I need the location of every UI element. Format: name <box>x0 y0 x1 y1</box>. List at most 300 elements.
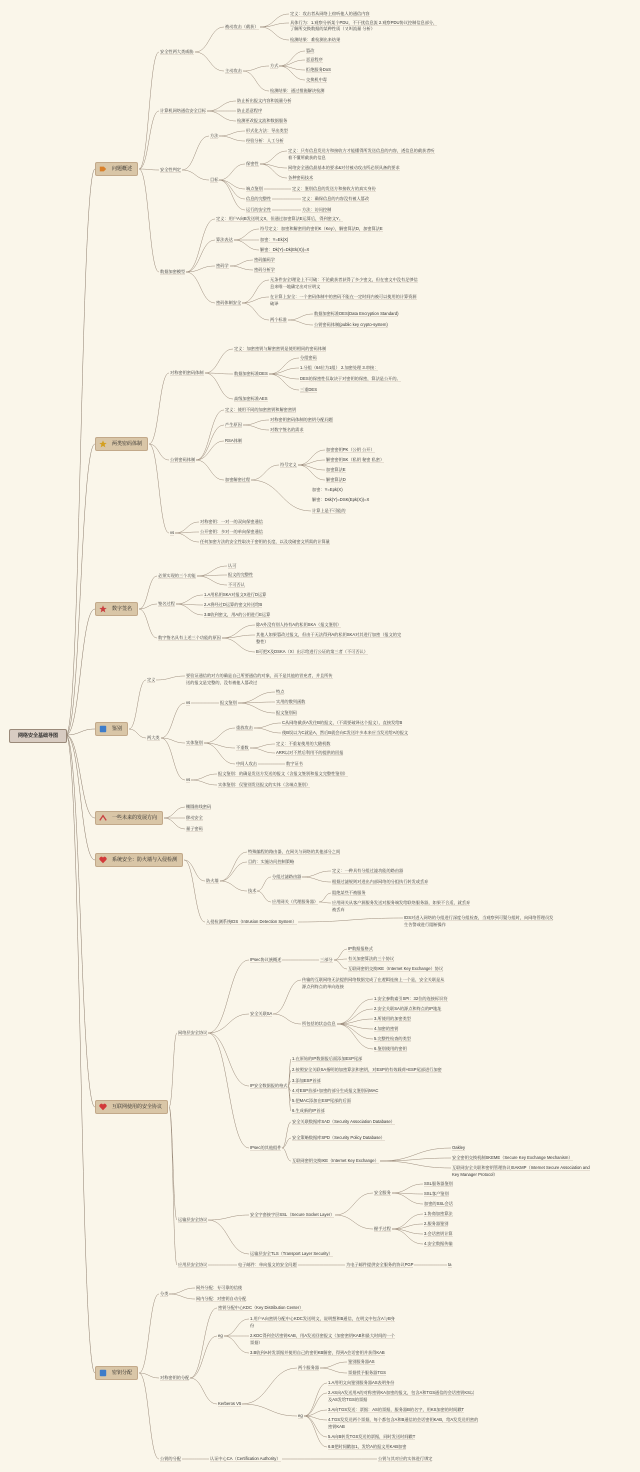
node-c7-t12[interactable]: 运输层安全TLS（Transport Layer Security） <box>250 1251 333 1256</box>
connector <box>66 735 95 1373</box>
category-c7[interactable] <box>95 1100 168 1114</box>
node-c7-c[interactable]: 三部分 <box>320 957 333 962</box>
node-c6-i[interactable]: 阻绝某些不被服务 <box>332 890 366 895</box>
node-c1-m11[interactable]: 密码体制安全 <box>216 300 242 305</box>
node-c7-h2[interactable]: 源点到终点的单向连接 <box>302 984 344 989</box>
connector <box>288 1086 291 1111</box>
arrows-icon <box>99 814 107 822</box>
node-c8-p[interactable]: 2.AS向A发送用A的对称密钥KA加密的报文，包含A和TGS通信的会话密钥KS以 <box>328 1390 475 1395</box>
connector <box>208 1033 249 1148</box>
node-c1-m16[interactable]: 两个标准 <box>270 317 287 322</box>
node-c2-c[interactable]: 数据加密标准DES <box>234 371 268 376</box>
node-c1-z5[interactable]: 方法：访问控制 <box>302 207 332 212</box>
category-c2[interactable] <box>95 437 148 451</box>
node-c7-o[interactable]: 6.鉴别使用的密钥 <box>374 1046 407 1051</box>
node-c7-u4[interactable]: ta <box>448 1262 452 1267</box>
node-c7-u1[interactable]: 应用层安全协议 <box>178 1262 208 1267</box>
node-c2-t[interactable]: 解密算法D <box>326 477 346 482</box>
node-c4-n[interactable]: 定义：不重复使用的大随机数 <box>276 741 331 746</box>
node-c6-d[interactable]: 技术 <box>248 888 257 893</box>
node-c1-i[interactable]: 恶意程序 <box>306 57 323 62</box>
connector <box>191 774 217 780</box>
node-c5-a[interactable]: 椭圆曲线密码 <box>186 804 212 809</box>
node-c1-m4[interactable]: 算法表达 <box>216 237 233 242</box>
connector <box>320 1368 347 1373</box>
node-c4-g[interactable]: 实用的散列函数 <box>276 699 306 704</box>
node-c1-m18[interactable]: 公钥密码体制(public key crypto-system) <box>314 322 388 327</box>
node-c7-t3[interactable]: 安全服务 <box>374 1190 391 1195</box>
node-c4-j[interactable]: 重放攻击 <box>236 725 253 730</box>
node-c7-g[interactable]: 安全关联SA <box>250 1011 273 1016</box>
node-c1-a[interactable]: 安全性两大类威胁 <box>160 49 194 54</box>
connector <box>282 1148 291 1161</box>
node-c2-m[interactable]: 对数字签名的需求 <box>270 427 304 432</box>
node-c7-y[interactable]: 安全策略数据库SPD（Security Policy Database） <box>292 1135 385 1140</box>
connector <box>139 111 159 169</box>
node-c8-e[interactable]: 密钥分配中心KDC（Key Distribution Center） <box>218 1305 304 1310</box>
node-c4-f[interactable]: 特点 <box>276 689 285 694</box>
node-c3-j[interactable]: 除A外没有别人持有A的私钥SKA（报文鉴别） <box>256 622 342 627</box>
node-c3-c[interactable]: 报文的完整性 <box>228 572 254 577</box>
node-c1-l[interactable]: 检测结果：通过措施解决检测 <box>270 88 325 93</box>
node-c1-k[interactable]: 交换机中毒 <box>306 77 327 82</box>
node-c8-k[interactable]: 两个服务器 <box>298 1365 319 1370</box>
node-c2-vs[interactable]: vs <box>170 530 175 535</box>
node-c1-h[interactable]: 篡改 <box>306 48 315 53</box>
node-c1-m15[interactable]: 破译 <box>270 301 279 306</box>
node-c3-h[interactable]: 3.B收到密文，用A的公钥进行E运算 <box>204 612 271 617</box>
node-c6-b[interactable]: 特殊编程的路由器，在网关与网络的其他部分之间 <box>248 849 341 854</box>
node-c1-w2[interactable]: 着不懂所截获的信息 <box>288 155 326 160</box>
node-c6-n[interactable]: 生告警或进行阻断操作 <box>404 922 446 927</box>
connector <box>139 1373 159 1459</box>
connector <box>196 425 224 460</box>
node-c6-k[interactable]: 被丢弃 <box>332 907 345 912</box>
node-c2-f[interactable]: DES的保密性仅取决于对密钥的保密，算法是公开的。 <box>300 376 401 381</box>
connector <box>169 1033 177 1107</box>
node-c1-m2[interactable]: 数据加密模型 <box>160 269 186 274</box>
node-c4-b2[interactable]: 送的报文是完整的，没有被他人篡改过 <box>186 680 258 685</box>
category-c8[interactable] <box>95 1366 138 1380</box>
node-c2-e[interactable]: 1.分组（64位为1组） 2.加密处理 3.串接： <box>300 365 379 370</box>
connector <box>169 1107 177 1265</box>
node-c8-t[interactable]: 6.B把时间戳加1，发给A的报文用KAB加密 <box>328 1444 407 1449</box>
connector <box>279 60 305 66</box>
node-c2-i[interactable]: 公钥密码体制 <box>170 457 196 462</box>
node-c8-p2[interactable]: 及AS发给TGS的票据 <box>328 1397 368 1402</box>
connector <box>139 604 157 609</box>
node-c2-j[interactable]: 定义：使用不同的加密密钥和解密密钥 <box>225 407 297 412</box>
category-label: 两类密码体制 <box>112 441 143 447</box>
node-c8-j[interactable]: Kerberos V5 <box>218 1401 242 1406</box>
node-c7-z2[interactable]: 安全密钥交换机制SKEME（Secure Key Exchange Mechanism） <box>452 1155 573 1160</box>
node-c2-u[interactable]: 加密：Y=Epk(X) <box>312 487 343 492</box>
node-c1-w[interactable]: 定义：只有信息发送方和接收方才能懂得所发送信息的内容，透信息的截获者听 <box>288 148 435 153</box>
connector <box>219 164 245 180</box>
node-c8-n[interactable]: eg <box>298 1413 303 1418</box>
node-c6-f[interactable]: 定义：一种具有分组过滤功能的路由器 <box>332 868 404 873</box>
node-c2-v[interactable]: 解密：Dsk(Y)=DSK(Epk(X))=X <box>312 497 370 502</box>
connector <box>380 1148 451 1161</box>
node-c1-m6[interactable]: 加密：Y=Ek(X) <box>260 237 289 242</box>
node-c2-r[interactable]: 解密密钥SK（私钥 秘密 私密） <box>326 457 385 462</box>
connector <box>335 1215 373 1229</box>
node-c3-k[interactable]: 其他人如果篡改过报文，但由于无法得到A的私钥SKA对其进行加密（报文的完 <box>256 632 402 637</box>
node-c1-t[interactable]: 经验分析：人工分析 <box>246 138 284 143</box>
node-c8-d[interactable]: 对称密钥的分配 <box>160 1375 190 1380</box>
node-c2-g[interactable]: 三重DES <box>300 387 317 392</box>
connector <box>319 893 331 902</box>
node-c7-t8[interactable]: 1.协商加密算法 <box>424 1211 453 1216</box>
tag-icon <box>99 165 107 173</box>
connector <box>190 1308 217 1378</box>
node-c1-m[interactable]: 计算机网络通信安全目标 <box>160 108 207 113</box>
node-c8-a[interactable]: 分类 <box>160 1291 169 1296</box>
node-c1-m14[interactable]: 在计算上安全：一个密码体制中的密码不能在一定时间内被可以使用的计算资源 <box>270 294 417 299</box>
node-c3-k2[interactable]: 整性） <box>256 639 269 644</box>
connector <box>302 877 331 882</box>
connector <box>243 71 269 91</box>
node-c7-t10[interactable]: 3.会话密钥计算 <box>424 1231 453 1236</box>
node-c4-h[interactable]: 报文鉴别码 <box>276 710 297 715</box>
node-c6-j[interactable]: 应用网关从客户源服务发送对服务端发给联络服务器，如果不合适，就丢弃 <box>332 900 471 905</box>
node-c8-i[interactable]: 3.B收到A转发票据并使用自己的密钥KB解密，得到A会话密钥并获得KAB <box>250 1350 385 1355</box>
connector <box>66 729 95 735</box>
node-c7-p[interactable]: IP安全数据报的格式 <box>250 1083 288 1088</box>
connector <box>186 219 215 272</box>
connector <box>139 609 157 638</box>
node-c8-g[interactable]: 1.用户A向密钥分配中心KDC发送明文，说明想和B通信，在明文中包含A与B身 <box>250 1316 395 1321</box>
connector <box>129 680 146 729</box>
node-c1-n[interactable]: 防止析出报文内容和流量分析 <box>237 98 292 103</box>
node-c7-x[interactable]: 安全关联数据库SAD（Security Association Database） <box>292 1119 395 1124</box>
node-c7-i[interactable]: 所包括的状态信息 <box>302 1021 336 1026</box>
connector <box>220 852 247 881</box>
node-c1-j[interactable]: 拒绝服务DoS <box>306 67 331 72</box>
connector <box>250 748 275 753</box>
node-c7-j[interactable]: 1.安全参数索引SPI：32位的连接标识符 <box>374 996 448 1001</box>
node-c4-t[interactable]: 实体鉴别：仅鉴别发送报文的实体（含端点鉴别） <box>218 782 311 787</box>
connector <box>242 303 269 320</box>
connector <box>204 743 235 764</box>
node-c7-h[interactable]: 传输的互联网络无法提供网络数据完成了在逻辑连接上一个是，安全关联是从 <box>302 977 445 982</box>
connector <box>139 169 159 170</box>
node-c2-l[interactable]: 对称密钥密码体制的密钥分配问题 <box>270 417 333 422</box>
node-c8-b[interactable]: 网外分配：专可靠的信使 <box>196 1285 243 1290</box>
connector <box>208 960 249 1033</box>
node-c1-m9[interactable]: 密码编码学 <box>254 257 275 262</box>
node-c7-m[interactable]: 4.加密的密钥 <box>374 1026 399 1031</box>
connector <box>129 729 146 738</box>
connector <box>164 807 185 818</box>
node-c7-l[interactable]: 3.所使用的加密类型 <box>374 1016 411 1021</box>
node-c4-k[interactable]: C从网络截获A发往B的报文，（不需要破译这个报文），直接发给B <box>282 720 403 725</box>
connector <box>139 169 159 272</box>
category-label: 问题概述 <box>112 166 133 172</box>
connector <box>335 1193 373 1215</box>
node-c8-o[interactable]: 1.A用明文向鉴别服务器AS表明身份 <box>328 1380 395 1385</box>
connector <box>66 444 95 735</box>
node-c1-z2[interactable]: 信息的完整性 <box>246 196 272 201</box>
node-c7-q[interactable]: 1.在原始的IP数据报后面添加ESP尾部 <box>292 1056 363 1061</box>
connector <box>208 1033 249 1086</box>
connector <box>196 441 224 460</box>
connector <box>184 860 205 922</box>
node-c3-b[interactable]: 认可 <box>228 563 237 568</box>
node-c1-u[interactable]: 目标 <box>210 177 219 182</box>
node-c7-s[interactable]: 3.添加ESP首部 <box>292 1078 321 1083</box>
node-c5-c[interactable]: 量子密码 <box>186 826 203 831</box>
node-c1-m12[interactable]: 无条件安全/理论上不可破：不论截获者获得了多少密文，但在密文中没有足够信 <box>270 277 418 282</box>
node-c8-c[interactable]: 网内分配：对密钥自动分配 <box>196 1296 247 1301</box>
node-c1-s[interactable]: 形式化方法：导出类型 <box>246 128 288 133</box>
category-c1[interactable] <box>95 162 138 176</box>
node-c1-o[interactable]: 防止恶意程序 <box>237 108 263 113</box>
node-c1-q[interactable]: 安全性判定 <box>160 167 181 172</box>
node-c1-z[interactable]: 端点鉴别 <box>246 186 263 191</box>
node-c7-a[interactable]: 网络层安全协议 <box>178 1030 208 1035</box>
node-c8-v[interactable]: 认证中心CA（Certification Authority） <box>210 1456 281 1461</box>
node-c1-v[interactable]: 保密性 <box>246 161 259 166</box>
node-c4-b[interactable]: 要验证通信的对方的确是自己所要通信的对象，而不是其他的冒充者，并且所传 <box>186 673 333 678</box>
node-c2-p[interactable]: 符号定义 <box>280 462 297 467</box>
node-c8-f[interactable]: eg <box>218 1333 223 1338</box>
node-c7-t1[interactable]: 运输层安全协议 <box>178 1217 208 1222</box>
node-c1-g[interactable]: 方式 <box>270 63 279 68</box>
node-c2-a[interactable]: 对称密钥密码体制 <box>170 370 204 375</box>
connector <box>337 1024 373 1049</box>
node-c8-s[interactable]: 5.A向B转发TGS发送的票据，同时发送时间戳T <box>328 1434 416 1439</box>
node-c1-m7[interactable]: 解密：Dk(Y)=Dk(Ek(X))=X <box>260 247 310 252</box>
node-c4-s[interactable]: 报文鉴别：的确是发送方发送的报文（含报文签别和报文完整性鉴别） <box>218 771 348 776</box>
node-c6-l[interactable]: 入侵检测系统IDS（Intrusion Detection System） <box>206 919 297 924</box>
category-label: 数字签名 <box>112 606 133 612</box>
node-c7-f[interactable]: 互联网密钥交换IKE（Internet Key Exchange）协议 <box>348 966 444 971</box>
node-c3-g[interactable]: 2.A将经过D运算的密文传送给B <box>204 602 263 607</box>
node-c7-t[interactable]: 4.对ESP首部+加密的部分生成报文鉴别码MAC <box>292 1088 379 1093</box>
node-c8-u[interactable]: 公钥的分配 <box>160 1456 181 1461</box>
node-c1-f[interactable]: 主动攻击 <box>225 68 242 73</box>
node-c7-w[interactable]: IPsec的其他组件 <box>250 1145 282 1150</box>
node-c1-r[interactable]: 方法 <box>210 133 219 138</box>
node-c7-d[interactable]: IP数据报格式 <box>348 946 373 951</box>
node-c7-z1[interactable]: Oakley <box>452 1145 466 1150</box>
connector <box>219 180 245 199</box>
connector <box>238 692 275 703</box>
connector <box>156 676 185 680</box>
node-c7-t7[interactable]: 握手过程 <box>374 1226 391 1231</box>
node-c7-t9[interactable]: 2.服务器鉴别 <box>424 1221 449 1226</box>
connector <box>242 1368 297 1404</box>
node-c2-h[interactable]: 高级加密标准AES <box>234 396 268 401</box>
node-c8-g2[interactable]: 份 <box>250 1323 255 1328</box>
connector <box>234 240 259 250</box>
node-c1-e[interactable]: 检测结果：难检测出来结果 <box>290 37 341 42</box>
connector <box>260 151 287 164</box>
node-c8-l[interactable]: 鉴别服务器AS <box>348 1359 375 1364</box>
node-c7-t2[interactable]: 安全字套接字层SSL（Secure Socket Layer） <box>250 1212 335 1217</box>
node-c8-m[interactable]: 票据授予服务器TGS <box>348 1370 386 1375</box>
node-c4-l[interactable]: 使B误以为C就是A，然后B就会向C发送许多本来应当发送给A的报文 <box>282 730 409 735</box>
connector <box>304 1383 327 1416</box>
connector <box>207 111 236 121</box>
node-c4-i[interactable]: 实体鉴别 <box>186 740 203 745</box>
connector <box>186 272 215 303</box>
connector <box>190 1378 217 1404</box>
node-c2-o[interactable]: 加密解密过程 <box>225 477 251 482</box>
category-label: 密钥分配 <box>112 1370 133 1376</box>
connector <box>304 1393 327 1416</box>
node-c4-m[interactable]: 不重数 <box>236 745 249 750</box>
category-label: 互联网使用的安全协议 <box>112 1104 163 1110</box>
category-label: 鉴别 <box>112 726 123 732</box>
node-c1-m3[interactable]: 定义：用户A向B发送明文X，但通过加密算法E运算后，得到密文Y。 <box>216 216 344 221</box>
node-c2-d[interactable]: 分组密码 <box>300 355 317 360</box>
node-c7-t4[interactable]: SSL服务器鉴别 <box>424 1181 453 1186</box>
node-c6-g[interactable]: 根据过滤规则对进出内部网络的分组执行转发或丢弃 <box>332 879 429 884</box>
node-c1-m10[interactable]: 密码分析学 <box>254 267 275 272</box>
node-c4-d[interactable]: vs <box>186 700 191 705</box>
node-c2-b[interactable]: 定义：加密密钥与解密密钥是使用相同的密码体制 <box>234 346 327 351</box>
category-c6[interactable] <box>95 853 183 867</box>
connector <box>380 1161 451 1168</box>
node-c1-y[interactable]: 各种密码技术 <box>288 175 314 180</box>
connector <box>149 444 169 533</box>
root-topic[interactable]: 网络安全基础导图 <box>9 729 67 743</box>
category-c3[interactable] <box>95 602 138 616</box>
node-c1-z4[interactable]: 运行的安全性 <box>246 207 272 212</box>
node-c8-q[interactable]: 3.A向TGS发送：票据：AS的票据，服务器B的名字，用KS加密的时间戳T <box>328 1407 465 1412</box>
node-c7-z[interactable]: 互联网密钥交换IKE（Internet Key Exchange） <box>292 1158 379 1163</box>
node-c8-h[interactable]: 2.KDC得到会话密钥KAB，用A发送回密报文（加密密钥KAB和最大时间的一个 <box>250 1333 395 1338</box>
node-c4-q[interactable]: 数字证书 <box>286 761 303 766</box>
category-c5[interactable] <box>95 811 163 825</box>
connector <box>161 703 185 738</box>
node-c1-x[interactable]: 网络安全通信最基本的要求&对付被动攻击所必须具备的要求 <box>288 165 400 170</box>
node-c8-h2[interactable]: 票据） <box>250 1340 263 1345</box>
connector <box>139 1294 159 1373</box>
connector <box>319 902 331 903</box>
node-c3-i[interactable]: 数字签名具有上述三个功能的原因 <box>158 635 221 640</box>
node-c6-m[interactable]: IDS对进入网络的分组进行深度分组检查，当观察到可疑分组时，向网络管理员发 <box>404 915 554 920</box>
node-c1-d[interactable]: 具体行为：1.观察分析某个PDU，不干扰信息流 2.观察PDU协议控制信息部分， <box>290 20 438 25</box>
node-c4-e[interactable]: 报文鉴别 <box>220 700 237 705</box>
connector <box>205 373 233 399</box>
node-c7-z3b[interactable]: Key Manager Protocol） <box>452 1172 498 1177</box>
node-c2-s[interactable]: 加密算法E <box>326 467 346 472</box>
node-c1-m13[interactable]: 息来唯一地确定出对应明文 <box>270 284 321 289</box>
node-c7-e[interactable]: 有关加密算法的三个协议 <box>348 956 395 961</box>
connector <box>251 480 311 511</box>
node-c3-d[interactable]: 不可否认 <box>228 582 245 587</box>
node-c2-n[interactable]: RSA体制 <box>225 438 242 443</box>
node-c1-m17[interactable]: 数据加密标准DES(Data Encryption Standard) <box>314 311 399 316</box>
connector <box>139 52 159 169</box>
node-c4-p[interactable]: 中间人攻击 <box>236 761 257 766</box>
connector <box>161 738 185 780</box>
connector <box>66 735 95 860</box>
node-c3-f[interactable]: 1.A用私钥SKA对报文X进行D运算 <box>204 592 267 597</box>
connector <box>242 280 269 303</box>
node-c4-r[interactable]: vs <box>186 777 191 782</box>
connector <box>250 744 275 748</box>
category-label: 一些未来的发展方向 <box>112 815 158 821</box>
node-c4-c[interactable]: 两大类 <box>147 735 160 740</box>
node-c2-k[interactable]: 产生原因 <box>225 422 242 427</box>
node-c7-k[interactable]: 2.安全关联SA的源点和终点的IP地址 <box>374 1006 442 1011</box>
node-c7-r[interactable]: 2.按照安全关联SA指明的加密算法和密钥，对ESP的有效载荷+ESP尾部进行加密 <box>292 1067 442 1072</box>
connector <box>288 320 313 325</box>
node-c2-y[interactable]: 公开密钥：多对一的单向保密通信 <box>200 529 263 534</box>
connector <box>230 266 253 270</box>
node-c2-q[interactable]: 加密密钥PK（公钥 公开） <box>326 447 375 452</box>
node-c1-m5[interactable]: 符号定义：加密和解密用的密钥K（Key），解密算法D，加密算法E <box>260 226 383 231</box>
node-c7-u2[interactable]: 电子邮件：单向报文的安全问题 <box>238 1262 297 1267</box>
node-c5-b[interactable]: 移动安全 <box>186 815 203 820</box>
node-c7-t6[interactable]: 加密的SSL会话 <box>424 1201 453 1206</box>
node-c7-t5[interactable]: SSL客户鉴别 <box>424 1191 449 1196</box>
node-c7-b[interactable]: IPsec协议族概述 <box>250 957 282 962</box>
node-c7-n[interactable]: 5.完整性检查的类型 <box>374 1036 411 1041</box>
node-c2-w[interactable]: 计算上是不可能的 <box>312 508 346 513</box>
node-c8-r2[interactable]: 密钥KAB <box>328 1424 345 1429</box>
heart-icon <box>99 856 107 864</box>
node-c6-c[interactable]: 目的：实施访问控制策略 <box>248 859 295 864</box>
connector <box>66 169 95 735</box>
connector <box>222 638 255 652</box>
node-c7-u[interactable]: 5.把MAC添加在ESP尾部的后面 <box>292 1098 351 1103</box>
connector <box>219 136 245 141</box>
node-c7-t11[interactable]: 4.安全数据传输 <box>424 1241 453 1246</box>
node-c2-x[interactable]: 对称密钥：一对一的双向保密通信 <box>200 519 263 524</box>
node-c1-m8[interactable]: 密码学 <box>216 263 229 268</box>
node-c3-e[interactable]: 签名过程 <box>158 601 175 606</box>
node-c2-z[interactable]: 任何加密方法的安全性取决于密钥的长度，以及攻破密文所需的计算量 <box>200 539 330 544</box>
node-c6-e[interactable]: 分组过滤路由器 <box>272 874 302 879</box>
node-c1-z3[interactable]: 定义：确保信息的内容没有被人篡改 <box>302 196 370 201</box>
node-c1-z1[interactable]: 定义：鉴别信息的发送方和接收方的真实身份 <box>292 186 376 191</box>
node-c4-o[interactable]: ARR以对不然后利用不的提供的回报 <box>276 750 344 755</box>
connector <box>149 373 169 444</box>
connector <box>334 949 347 960</box>
node-c7-u3[interactable]: 为电子邮件提供安全服务的协议PGP <box>346 1262 414 1267</box>
connector <box>196 460 224 480</box>
connector <box>392 1184 423 1193</box>
node-c1-d2[interactable]: 了解所交换数据的某种性质（又叫流量 分析） <box>290 26 375 31</box>
category-c4[interactable] <box>95 722 128 736</box>
connector <box>257 877 271 891</box>
node-c7-v[interactable]: 6.生成新的IP首部 <box>292 1108 325 1113</box>
connector <box>222 625 255 638</box>
node-c8-r[interactable]: 4.TGS发发送两个票据，每个都包含A和B通信的会话密钥KAB，给A发发送用密的 <box>328 1417 479 1422</box>
connector <box>224 1336 249 1353</box>
connector <box>224 1319 249 1336</box>
star-icon <box>99 440 107 448</box>
node-c4-a[interactable]: 定义 <box>147 677 156 682</box>
connector <box>175 522 199 533</box>
node-c8-w[interactable]: 公钥与其对应的实体进行绑定 <box>378 1456 433 1461</box>
node-c3-a[interactable]: 必须实现的三个功能 <box>158 573 196 578</box>
node-c6-a[interactable]: 防火墙 <box>206 878 219 883</box>
connector <box>205 349 233 373</box>
node-c3-l[interactable]: B可把X及DSKA（X）出示给进行公证的第三者（不可否认） <box>256 649 368 654</box>
node-c1-c[interactable]: 定义：攻击者从网络上窃听他人的通信内容 <box>290 11 370 16</box>
node-c1-b[interactable]: 被动攻击（截获） <box>225 24 259 29</box>
node-c1-p[interactable]: 检测更改报文流和数据服务 <box>237 118 288 123</box>
node-c6-h[interactable]: 应用网关（代理服务器） <box>272 899 319 904</box>
connector <box>269 358 299 374</box>
node-c7-z3[interactable]: 互联网安全关联和密钥管理协议ISAKMP（Internet Secure Association and <box>452 1165 590 1170</box>
